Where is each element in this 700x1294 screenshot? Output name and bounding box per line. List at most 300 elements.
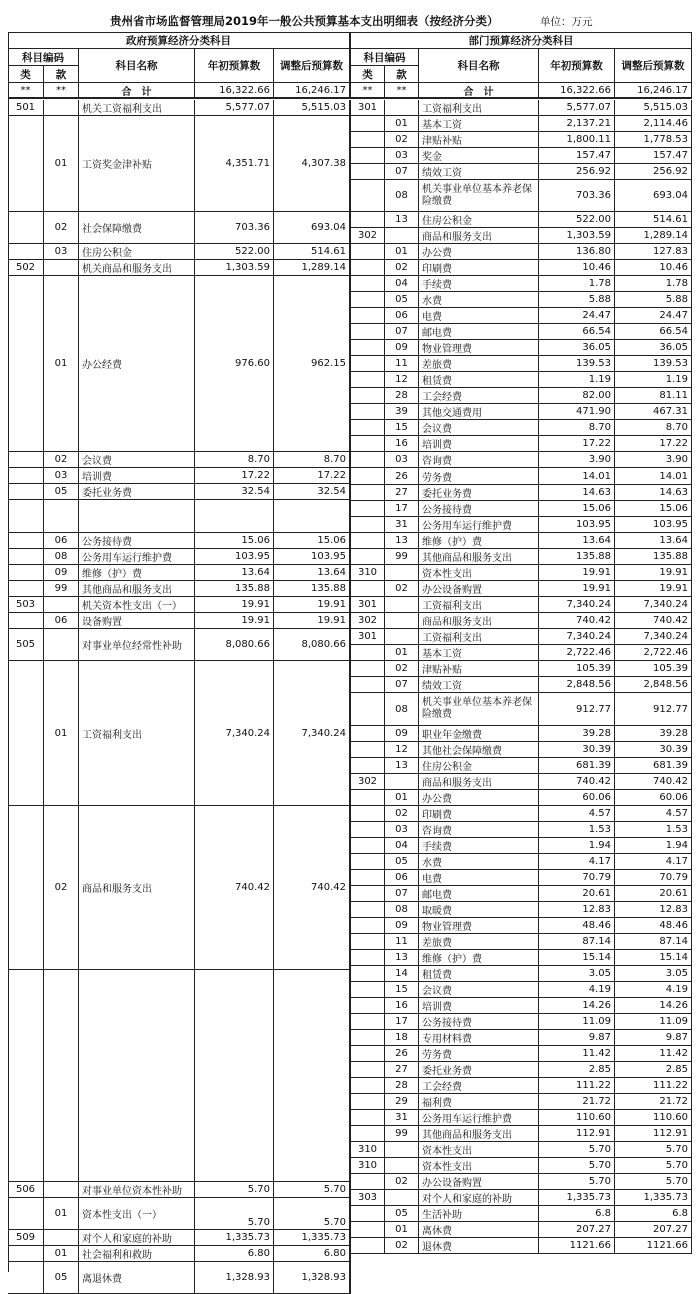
right-item-name: 其他社会保障缴费 bbox=[419, 742, 539, 758]
right-kuan-code: 05 bbox=[385, 854, 419, 870]
right-table-row bbox=[8, 982, 692, 998]
right-initial-header: 年初预算数 bbox=[539, 49, 615, 83]
left-kuan-code: 02 bbox=[44, 212, 79, 244]
right-kuan-code: 26 bbox=[385, 1046, 419, 1062]
right-adjusted-value: 740.42 bbox=[615, 613, 692, 629]
right-initial-value: 10.46 bbox=[539, 260, 615, 276]
right-initial-value: 8.70 bbox=[539, 420, 615, 436]
right-table-row bbox=[8, 1142, 692, 1158]
right-kuan-code: 13 bbox=[385, 758, 419, 774]
right-adjusted-value: 48.46 bbox=[615, 918, 692, 934]
right-kuan-code: 11 bbox=[385, 934, 419, 950]
right-adjusted-value: 1,335.73 bbox=[615, 1190, 692, 1206]
left-item-name: 办公经费 bbox=[79, 276, 195, 452]
left-adjusted-value: 5.70 bbox=[274, 1198, 351, 1230]
right-lei-code bbox=[351, 549, 385, 565]
right-lei-code bbox=[351, 1206, 385, 1222]
right-table-row bbox=[8, 372, 692, 388]
right-initial-value: 3.90 bbox=[539, 452, 615, 468]
right-adjusted-value: 14.63 bbox=[615, 485, 692, 501]
right-item-name: 其他商品和服务支出 bbox=[419, 1126, 539, 1142]
right-table-row bbox=[8, 998, 692, 1014]
right-kuan-code: 99 bbox=[385, 549, 419, 565]
document-title: 贵州省市场监督管理局2019年一般公共预算基本支出明细表（按经济分类） bbox=[110, 14, 499, 28]
left-lei-code: 501 bbox=[8, 100, 44, 116]
right-kuan-code bbox=[385, 629, 419, 645]
right-table-row bbox=[8, 1158, 692, 1174]
right-kuan-code: 07 bbox=[385, 164, 419, 180]
right-lei-code bbox=[351, 982, 385, 998]
right-adjusted-value: 87.14 bbox=[615, 934, 692, 950]
left-initial-value: 522.00 bbox=[195, 244, 274, 260]
right-initial-value: 110.60 bbox=[539, 1110, 615, 1126]
left-item-name: 对事业单位经常性补助 bbox=[79, 629, 195, 661]
right-adjusted-value: 24.47 bbox=[615, 308, 692, 324]
right-table-row bbox=[8, 902, 692, 918]
right-kuan-code: 02 bbox=[385, 581, 419, 597]
right-table-row bbox=[8, 838, 692, 854]
right-table-row bbox=[8, 1078, 692, 1094]
budget-table bbox=[8, 32, 692, 1285]
total-label: 合 计 bbox=[419, 83, 539, 99]
section-header-row bbox=[8, 32, 692, 49]
right-lei-code bbox=[351, 806, 385, 822]
right-item-name: 其他交通费用 bbox=[419, 404, 539, 420]
right-kuan-code: 13 bbox=[385, 533, 419, 549]
right-item-name: 商品和服务支出 bbox=[419, 228, 539, 244]
right-kuan-code: 11 bbox=[385, 356, 419, 372]
right-item-name: 商品和服务支出 bbox=[419, 774, 539, 790]
right-initial-value: 471.90 bbox=[539, 404, 615, 420]
right-table-row bbox=[8, 292, 692, 308]
right-lei-code: 301 bbox=[351, 597, 385, 613]
right-table-row bbox=[8, 886, 692, 902]
left-initial-value: 103.95 bbox=[195, 549, 274, 565]
right-lei-code bbox=[351, 324, 385, 340]
right-kuan-code bbox=[385, 100, 419, 116]
right-item-name: 工资福利支出 bbox=[419, 100, 539, 116]
right-initial-value: 1121.66 bbox=[539, 1238, 615, 1254]
right-table-row bbox=[8, 244, 692, 260]
left-item-name: 社会福利和救助 bbox=[79, 1246, 195, 1262]
right-table-row bbox=[8, 436, 692, 452]
right-lei-code bbox=[351, 1046, 385, 1062]
right-kuan-code: 28 bbox=[385, 388, 419, 404]
right-adjusted-value: 467.31 bbox=[615, 404, 692, 420]
right-lei-code bbox=[351, 501, 385, 517]
left-kuan-code: 01 bbox=[44, 1246, 79, 1262]
right-item-name: 差旅费 bbox=[419, 934, 539, 950]
right-item-name: 租赁费 bbox=[419, 372, 539, 388]
right-initial-value: 87.14 bbox=[539, 934, 615, 950]
right-initial-value: 1.19 bbox=[539, 372, 615, 388]
right-initial-value: 5.70 bbox=[539, 1174, 615, 1190]
right-initial-value: 5.70 bbox=[539, 1158, 615, 1174]
right-kuan-code: 06 bbox=[385, 308, 419, 324]
right-kuan-code bbox=[385, 565, 419, 581]
left-item-name: 社会保障缴费 bbox=[79, 212, 195, 244]
right-lei-code bbox=[351, 132, 385, 148]
right-lei-header: 类 bbox=[351, 66, 385, 83]
right-item-name: 专用材料费 bbox=[419, 1030, 539, 1046]
right-adjusted-value: 1.94 bbox=[615, 838, 692, 854]
right-item-name: 培训费 bbox=[419, 998, 539, 1014]
right-lei-code bbox=[351, 758, 385, 774]
left-kuan-code: 01 bbox=[44, 661, 79, 806]
right-initial-value: 4.57 bbox=[539, 806, 615, 822]
right-initial-value: 740.42 bbox=[539, 613, 615, 629]
total-mark: ** bbox=[44, 83, 79, 99]
right-item-name: 咨询费 bbox=[419, 822, 539, 838]
right-item-name: 租赁费 bbox=[419, 966, 539, 982]
right-adjusted-value: 60.06 bbox=[615, 790, 692, 806]
left-initial-value: 8,080.66 bbox=[195, 629, 274, 661]
right-lei-code bbox=[351, 902, 385, 918]
right-initial-value: 11.42 bbox=[539, 1046, 615, 1062]
right-table-row bbox=[8, 420, 692, 436]
right-item-name: 维修（护）费 bbox=[419, 533, 539, 549]
left-adjusted-value: 8.70 bbox=[274, 452, 351, 468]
right-table-row bbox=[8, 790, 692, 806]
right-initial-value: 2,137.21 bbox=[539, 116, 615, 132]
right-initial-value: 17.22 bbox=[539, 436, 615, 452]
left-initial-value: 5.70 bbox=[195, 1182, 274, 1198]
right-table-row bbox=[8, 517, 692, 533]
right-adjusted-value: 7,340.24 bbox=[615, 629, 692, 645]
right-lei-code bbox=[351, 661, 385, 677]
right-item-name: 公务接待费 bbox=[419, 1014, 539, 1030]
right-kuan-code: 31 bbox=[385, 1110, 419, 1126]
total-label: 合 计 bbox=[79, 83, 195, 99]
right-adjusted-value: 11.42 bbox=[615, 1046, 692, 1062]
right-initial-value: 70.79 bbox=[539, 870, 615, 886]
left-item-name: 工资福利支出 bbox=[79, 661, 195, 806]
left-lei-code: 503 bbox=[8, 597, 44, 613]
left-adjusted-value: 103.95 bbox=[274, 549, 351, 565]
right-table-row bbox=[8, 726, 692, 742]
left-initial-value: 19.91 bbox=[195, 597, 274, 613]
right-adjusted-value: 12.83 bbox=[615, 902, 692, 918]
right-kuan-code: 17 bbox=[385, 1014, 419, 1030]
right-table-row bbox=[8, 533, 692, 549]
left-initial-value: 1,303.59 bbox=[195, 260, 274, 276]
right-lei-code bbox=[351, 388, 385, 404]
right-table-row bbox=[8, 549, 692, 565]
right-lei-code bbox=[351, 356, 385, 372]
right-table-row bbox=[8, 629, 692, 645]
right-lei-code bbox=[351, 340, 385, 356]
right-table-row bbox=[8, 116, 692, 132]
left-adjusted-value: 32.54 bbox=[274, 484, 351, 500]
right-initial-value: 522.00 bbox=[539, 212, 615, 228]
right-lei-code bbox=[351, 260, 385, 276]
right-kuan-code: 05 bbox=[385, 292, 419, 308]
left-adjusted-value: 1,328.93 bbox=[274, 1262, 351, 1294]
right-table-row bbox=[8, 356, 692, 372]
right-table-row bbox=[8, 1174, 692, 1190]
left-adjusted-value: 8,080.66 bbox=[274, 629, 351, 661]
right-initial-value: 5.70 bbox=[539, 1142, 615, 1158]
right-lei-code bbox=[351, 452, 385, 468]
right-lei-code bbox=[351, 1238, 385, 1254]
right-item-name: 咨询费 bbox=[419, 452, 539, 468]
right-adjusted-value: 19.91 bbox=[615, 581, 692, 597]
right-kuan-code: 01 bbox=[385, 645, 419, 661]
right-kuan-code: 29 bbox=[385, 1094, 419, 1110]
right-table-row bbox=[8, 212, 692, 228]
right-table-row bbox=[8, 404, 692, 420]
left-kuan-header: 款 bbox=[44, 66, 79, 83]
right-lei-code: 301 bbox=[351, 629, 385, 645]
right-table-row bbox=[8, 340, 692, 356]
left-kuan-code: 08 bbox=[44, 549, 79, 565]
left-item-name: 机关工资福利支出 bbox=[79, 100, 195, 116]
right-initial-value: 2,722.46 bbox=[539, 645, 615, 661]
right-item-name: 办公设备购置 bbox=[419, 1174, 539, 1190]
right-initial-value: 82.00 bbox=[539, 388, 615, 404]
right-adjusted-value: 10.46 bbox=[615, 260, 692, 276]
right-kuan-code: 07 bbox=[385, 324, 419, 340]
right-initial-value: 7,340.24 bbox=[539, 629, 615, 645]
right-lei-code bbox=[351, 1094, 385, 1110]
right-kuan-code: 09 bbox=[385, 726, 419, 742]
right-adjusted-value: 105.39 bbox=[615, 661, 692, 677]
left-initial-value: 135.88 bbox=[195, 581, 274, 597]
right-initial-value: 5.88 bbox=[539, 292, 615, 308]
left-item-name: 住房公积金 bbox=[79, 244, 195, 260]
right-initial-value: 4.19 bbox=[539, 982, 615, 998]
right-item-name: 住房公积金 bbox=[419, 212, 539, 228]
right-table-row bbox=[8, 1046, 692, 1062]
left-initial-value: 976.60 bbox=[195, 276, 274, 452]
right-initial-value: 9.87 bbox=[539, 1030, 615, 1046]
right-item-name: 办公设备购置 bbox=[419, 581, 539, 597]
right-initial-value: 6.8 bbox=[539, 1206, 615, 1222]
right-table-row bbox=[8, 934, 692, 950]
left-item-name: 培训费 bbox=[79, 468, 195, 484]
right-item-name: 住房公积金 bbox=[419, 758, 539, 774]
right-table-row bbox=[8, 645, 692, 661]
right-item-name: 商品和服务支出 bbox=[419, 613, 539, 629]
right-adjusted-value: 19.91 bbox=[615, 565, 692, 581]
right-table-row bbox=[8, 148, 692, 164]
right-name-header: 科目名称 bbox=[419, 49, 539, 83]
right-adjusted-value: 2,114.46 bbox=[615, 116, 692, 132]
right-adjusted-value: 3.05 bbox=[615, 966, 692, 982]
left-kuan-code: 03 bbox=[44, 244, 79, 260]
right-item-name: 工会经费 bbox=[419, 1078, 539, 1094]
right-kuan-code: 07 bbox=[385, 886, 419, 902]
right-item-name: 水费 bbox=[419, 854, 539, 870]
right-adjusted-value: 21.72 bbox=[615, 1094, 692, 1110]
right-lei-code bbox=[351, 726, 385, 742]
right-item-name: 基本工资 bbox=[419, 645, 539, 661]
right-lei-code bbox=[351, 870, 385, 886]
right-table-row bbox=[8, 1190, 692, 1206]
right-item-name: 公务接待费 bbox=[419, 501, 539, 517]
left-adjusted-value: 19.91 bbox=[274, 597, 351, 613]
left-item-name: 设备购置 bbox=[79, 613, 195, 629]
right-lei-code bbox=[351, 838, 385, 854]
left-initial-value: 740.42 bbox=[195, 806, 274, 970]
right-initial-value: 15.06 bbox=[539, 501, 615, 517]
right-kuan-header: 款 bbox=[385, 66, 419, 83]
right-initial-value: 7,340.24 bbox=[539, 597, 615, 613]
right-adjusted-value: 39.28 bbox=[615, 726, 692, 742]
right-item-name: 机关事业单位基本养老保险缴费 bbox=[419, 693, 539, 726]
right-adjusted-value: 30.39 bbox=[615, 742, 692, 758]
left-initial-value: 32.54 bbox=[195, 484, 274, 500]
left-initial-value: 5.70 bbox=[195, 1198, 274, 1230]
right-lei-code bbox=[351, 677, 385, 693]
right-table-row bbox=[8, 774, 692, 790]
right-item-name: 公务用车运行维护费 bbox=[419, 1110, 539, 1126]
right-initial-value: 5,577.07 bbox=[539, 100, 615, 116]
right-lei-code bbox=[351, 116, 385, 132]
right-lei-code bbox=[351, 517, 385, 533]
right-lei-code bbox=[351, 1174, 385, 1190]
right-initial-value: 103.95 bbox=[539, 517, 615, 533]
right-table-row bbox=[8, 180, 692, 212]
left-lei-code: 509 bbox=[8, 1230, 44, 1246]
right-item-name: 水费 bbox=[419, 292, 539, 308]
left-adjusted-value: 5,515.03 bbox=[274, 100, 351, 116]
right-adjusted-value: 1.53 bbox=[615, 822, 692, 838]
right-table-row bbox=[8, 308, 692, 324]
right-adjusted-value: 7,340.24 bbox=[615, 597, 692, 613]
right-adjusted-value: 111.22 bbox=[615, 1078, 692, 1094]
right-initial-value: 39.28 bbox=[539, 726, 615, 742]
right-table-row bbox=[8, 1030, 692, 1046]
right-kuan-code bbox=[385, 774, 419, 790]
right-initial-value: 19.91 bbox=[539, 581, 615, 597]
right-initial-value: 136.80 bbox=[539, 244, 615, 260]
left-adjusted-value: 7,340.24 bbox=[274, 661, 351, 806]
left-item-name: 离退休费 bbox=[79, 1262, 195, 1294]
right-code-header: 科目编码 bbox=[351, 49, 419, 66]
right-table-row bbox=[8, 1238, 692, 1254]
left-kuan-code: 02 bbox=[44, 452, 79, 468]
left-adjusted-value: 17.22 bbox=[274, 468, 351, 484]
left-initial-value: 19.91 bbox=[195, 613, 274, 629]
right-table-row bbox=[8, 966, 692, 982]
right-kuan-code: 04 bbox=[385, 276, 419, 292]
left-kuan-code: 03 bbox=[44, 468, 79, 484]
left-item-name: 机关资本性支出（一） bbox=[79, 597, 195, 613]
right-initial-value: 12.83 bbox=[539, 902, 615, 918]
right-adjusted-value: 693.04 bbox=[615, 180, 692, 212]
right-table-row bbox=[8, 164, 692, 180]
right-item-name: 机关事业单位基本养老保险缴费 bbox=[419, 180, 539, 212]
right-item-name: 退休费 bbox=[419, 1238, 539, 1254]
right-item-name: 对个人和家庭的补助 bbox=[419, 1190, 539, 1206]
right-item-name: 邮电费 bbox=[419, 324, 539, 340]
right-adjusted-value: 1,778.53 bbox=[615, 132, 692, 148]
right-kuan-code: 08 bbox=[385, 693, 419, 726]
right-item-name: 公务用车运行维护费 bbox=[419, 517, 539, 533]
right-item-name: 生活补助 bbox=[419, 1206, 539, 1222]
right-lei-code bbox=[351, 1126, 385, 1142]
column-header-row bbox=[8, 49, 692, 83]
right-initial-value: 703.36 bbox=[539, 180, 615, 212]
left-initial-value: 1,328.93 bbox=[195, 1262, 274, 1294]
left-initial-value: 703.36 bbox=[195, 212, 274, 244]
right-item-name: 津贴补贴 bbox=[419, 132, 539, 148]
right-kuan-code: 08 bbox=[385, 902, 419, 918]
right-initial-value: 36.05 bbox=[539, 340, 615, 356]
right-kuan-code: 09 bbox=[385, 340, 419, 356]
right-kuan-code: 01 bbox=[385, 1222, 419, 1238]
right-kuan-code: 01 bbox=[385, 790, 419, 806]
right-initial-value: 1,303.59 bbox=[539, 228, 615, 244]
right-lei-code bbox=[351, 308, 385, 324]
right-initial-value: 11.09 bbox=[539, 1014, 615, 1030]
right-initial-value: 14.63 bbox=[539, 485, 615, 501]
right-initial-value: 157.47 bbox=[539, 148, 615, 164]
left-kuan-code: 05 bbox=[44, 1262, 79, 1294]
left-lei-code bbox=[8, 1262, 44, 1294]
right-lei-code bbox=[351, 372, 385, 388]
left-initial-value: 8.70 bbox=[195, 452, 274, 468]
right-lei-code bbox=[351, 581, 385, 597]
right-item-name: 职业年金缴费 bbox=[419, 726, 539, 742]
left-item-name: 对事业单位资本性补助 bbox=[79, 1182, 195, 1198]
left-adjusted-value: 15.06 bbox=[274, 533, 351, 549]
right-kuan-code: 02 bbox=[385, 260, 419, 276]
right-item-name: 劳务费 bbox=[419, 468, 539, 485]
right-table-row bbox=[8, 758, 692, 774]
right-item-name: 绩效工资 bbox=[419, 677, 539, 693]
right-adjusted-value: 9.87 bbox=[615, 1030, 692, 1046]
right-kuan-code: 01 bbox=[385, 244, 419, 260]
right-adjusted-value: 5.70 bbox=[615, 1158, 692, 1174]
right-initial-value: 112.91 bbox=[539, 1126, 615, 1142]
right-adjusted-value: 5,515.03 bbox=[615, 100, 692, 116]
right-adjusted-value: 112.91 bbox=[615, 1126, 692, 1142]
right-lei-code bbox=[351, 966, 385, 982]
right-adjusted-value: 15.06 bbox=[615, 501, 692, 517]
right-adjusted-value: 912.77 bbox=[615, 693, 692, 726]
right-initial-value: 912.77 bbox=[539, 693, 615, 726]
right-item-name: 会议费 bbox=[419, 420, 539, 436]
total-adjusted: 16,246.17 bbox=[615, 83, 692, 99]
left-item-name: 会议费 bbox=[79, 452, 195, 468]
right-kuan-code bbox=[385, 1158, 419, 1174]
right-adjusted-value: 157.47 bbox=[615, 148, 692, 164]
right-table-row bbox=[8, 228, 692, 244]
right-table-row bbox=[8, 870, 692, 886]
right-lei-code bbox=[351, 1110, 385, 1126]
right-kuan-code: 08 bbox=[385, 180, 419, 212]
right-table-row bbox=[8, 950, 692, 966]
right-kuan-code: 13 bbox=[385, 950, 419, 966]
right-kuan-code: 04 bbox=[385, 838, 419, 854]
right-adjusted-value: 13.64 bbox=[615, 533, 692, 549]
right-kuan-code: 02 bbox=[385, 661, 419, 677]
left-kuan-code: 09 bbox=[44, 565, 79, 581]
right-kuan-code: 03 bbox=[385, 148, 419, 164]
right-table-row bbox=[8, 1110, 692, 1126]
right-lei-code bbox=[351, 934, 385, 950]
right-table-row bbox=[8, 661, 692, 677]
left-initial-value: 7,340.24 bbox=[195, 661, 274, 806]
left-kuan-code: 01 bbox=[44, 116, 79, 212]
right-initial-value: 21.72 bbox=[539, 1094, 615, 1110]
right-table-row bbox=[8, 276, 692, 292]
right-adjusted-value: 103.95 bbox=[615, 517, 692, 533]
left-item-name: 其他商品和服务支出 bbox=[79, 581, 195, 597]
right-table-row bbox=[8, 485, 692, 501]
